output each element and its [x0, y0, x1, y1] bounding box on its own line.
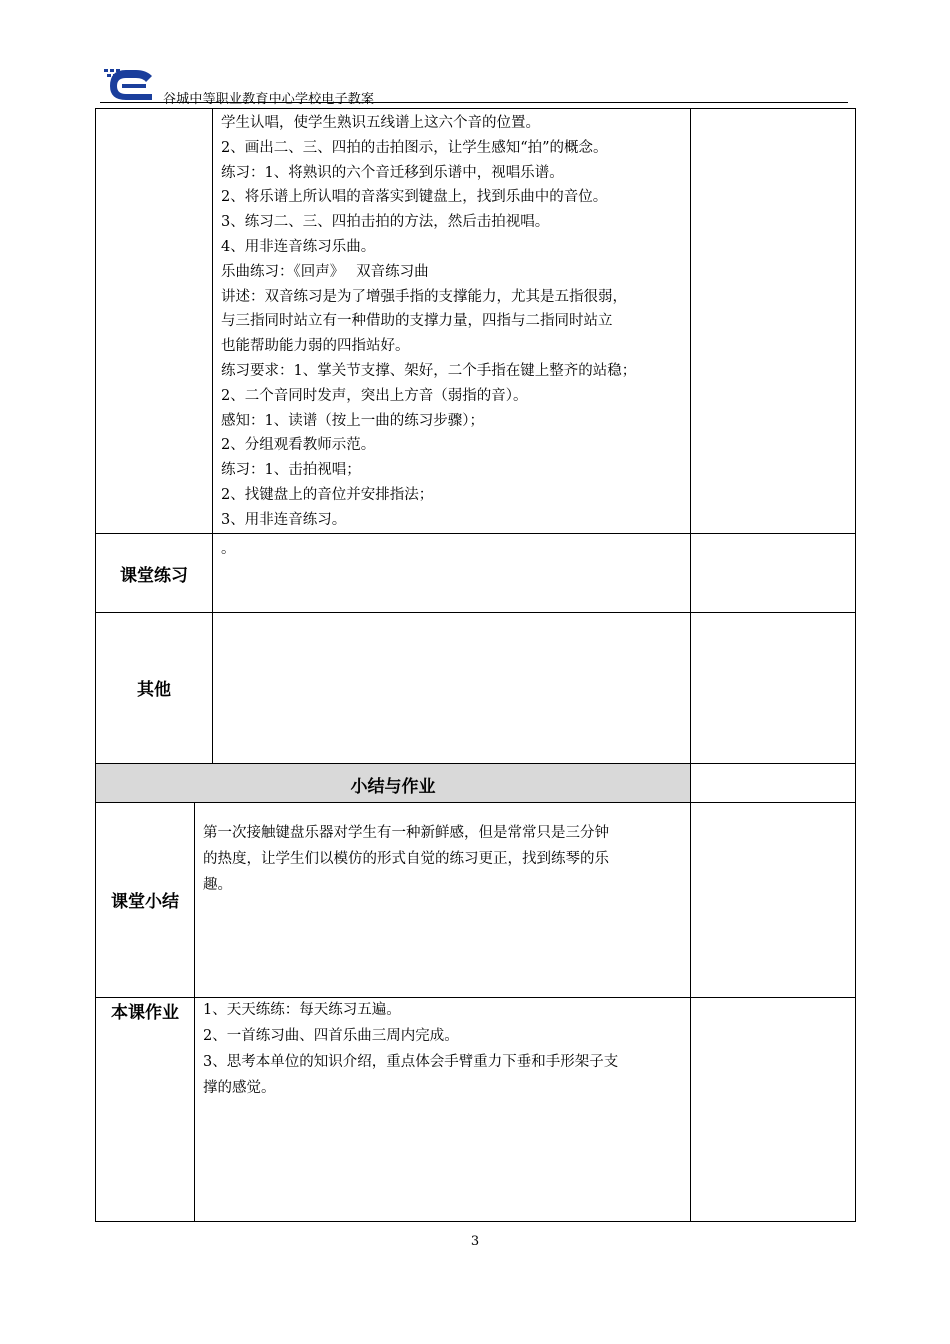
- summary-line: 的热度，让学生们以模仿的形式自觉的练习更正，找到练琴的乐: [203, 851, 609, 867]
- summary-line: 第一次接触键盘乐器对学生有一种新鲜感，但是常常只是三分钟: [203, 825, 609, 841]
- row-divider: [96, 533, 855, 534]
- summary-section-title: 小结与作业: [350, 777, 436, 797]
- content-line: 感知：1、读谱（按上一曲的练习步骤）；: [221, 412, 484, 429]
- col-divider: [212, 109, 213, 763]
- content-line: 2、分组观看教师示范。: [221, 437, 376, 454]
- content-line: 学生认唱，使学生熟识五线谱上这六个音的位置。: [221, 115, 540, 131]
- page-header: [100, 62, 848, 107]
- classroom-practice-label: 课堂练习: [120, 566, 188, 586]
- content-line: 4、用非连音练习乐曲。: [221, 238, 376, 255]
- row-divider: [96, 802, 855, 803]
- classroom-summary-label: 课堂小结: [111, 892, 179, 912]
- school-logo-icon: [102, 66, 158, 104]
- content-line: 与三指同时站立有一种借助的支撑力量，四指与二指同时站立: [221, 313, 613, 330]
- content-line: 乐曲练习：《回声》 双音练习曲: [221, 263, 429, 280]
- row-divider: [96, 763, 855, 764]
- content-line: 2、将乐谱上所认唱的音落实到键盘上，找到乐曲中的音位。: [221, 189, 608, 206]
- homework-line: 1、天天练练：每天练习五遍。: [203, 1002, 401, 1018]
- summary-line: 趣。: [203, 877, 232, 893]
- content-line: 练习：1、将熟识的六个音迁移到乐谱中，视唱乐谱。: [221, 164, 564, 181]
- content-line: 练习：1、击拍视唱；: [221, 462, 361, 479]
- content-line: 2、画出二、三、四拍的击拍图示，让学生感知“拍”的概念。: [221, 139, 608, 156]
- classroom-summary-content: [203, 820, 687, 898]
- classroom-practice-content: 。: [221, 541, 236, 557]
- content-line: 练习要求：1、掌关节支撑、架好，二个手指在键上整齐的站稳；: [221, 362, 637, 379]
- other-label: 其他: [137, 680, 171, 700]
- content-line: 讲述：双音练习是为了增强手指的支撑能力，尤其是五指很弱，: [221, 288, 627, 305]
- header-rule: [100, 102, 848, 103]
- lesson-plan-table: [95, 108, 856, 1222]
- school-title: 谷城中等职业教育中心学校电子教案: [163, 92, 375, 107]
- content-line: 3、练习二、三、四拍击拍的方法，然后击拍视唱。: [221, 214, 550, 231]
- homework-label: 本课作业: [111, 1003, 179, 1023]
- col-divider: [194, 802, 195, 1222]
- col-divider: [690, 109, 691, 1222]
- homework-content: [203, 997, 687, 1101]
- homework-line: 2、一首练习曲、四首乐曲三周内完成。: [203, 1028, 459, 1044]
- row-divider: [96, 612, 855, 613]
- homework-line: 3、思考本单位的知识介绍，重点体会手臂重力下垂和手形架子支: [203, 1054, 619, 1070]
- page-number: 3: [470, 1234, 480, 1249]
- content-line: 3、用非连音练习。: [221, 511, 347, 528]
- content-line: 2、二个音同时发声，突出上方音（弱指的音）。: [221, 387, 528, 404]
- content-line: 也能帮助能力弱的四指站好。: [221, 338, 410, 355]
- teaching-process-content: [221, 111, 686, 533]
- homework-line: 撑的感觉。: [203, 1080, 276, 1096]
- content-line: 2、找键盘上的音位并安排指法；: [221, 486, 434, 503]
